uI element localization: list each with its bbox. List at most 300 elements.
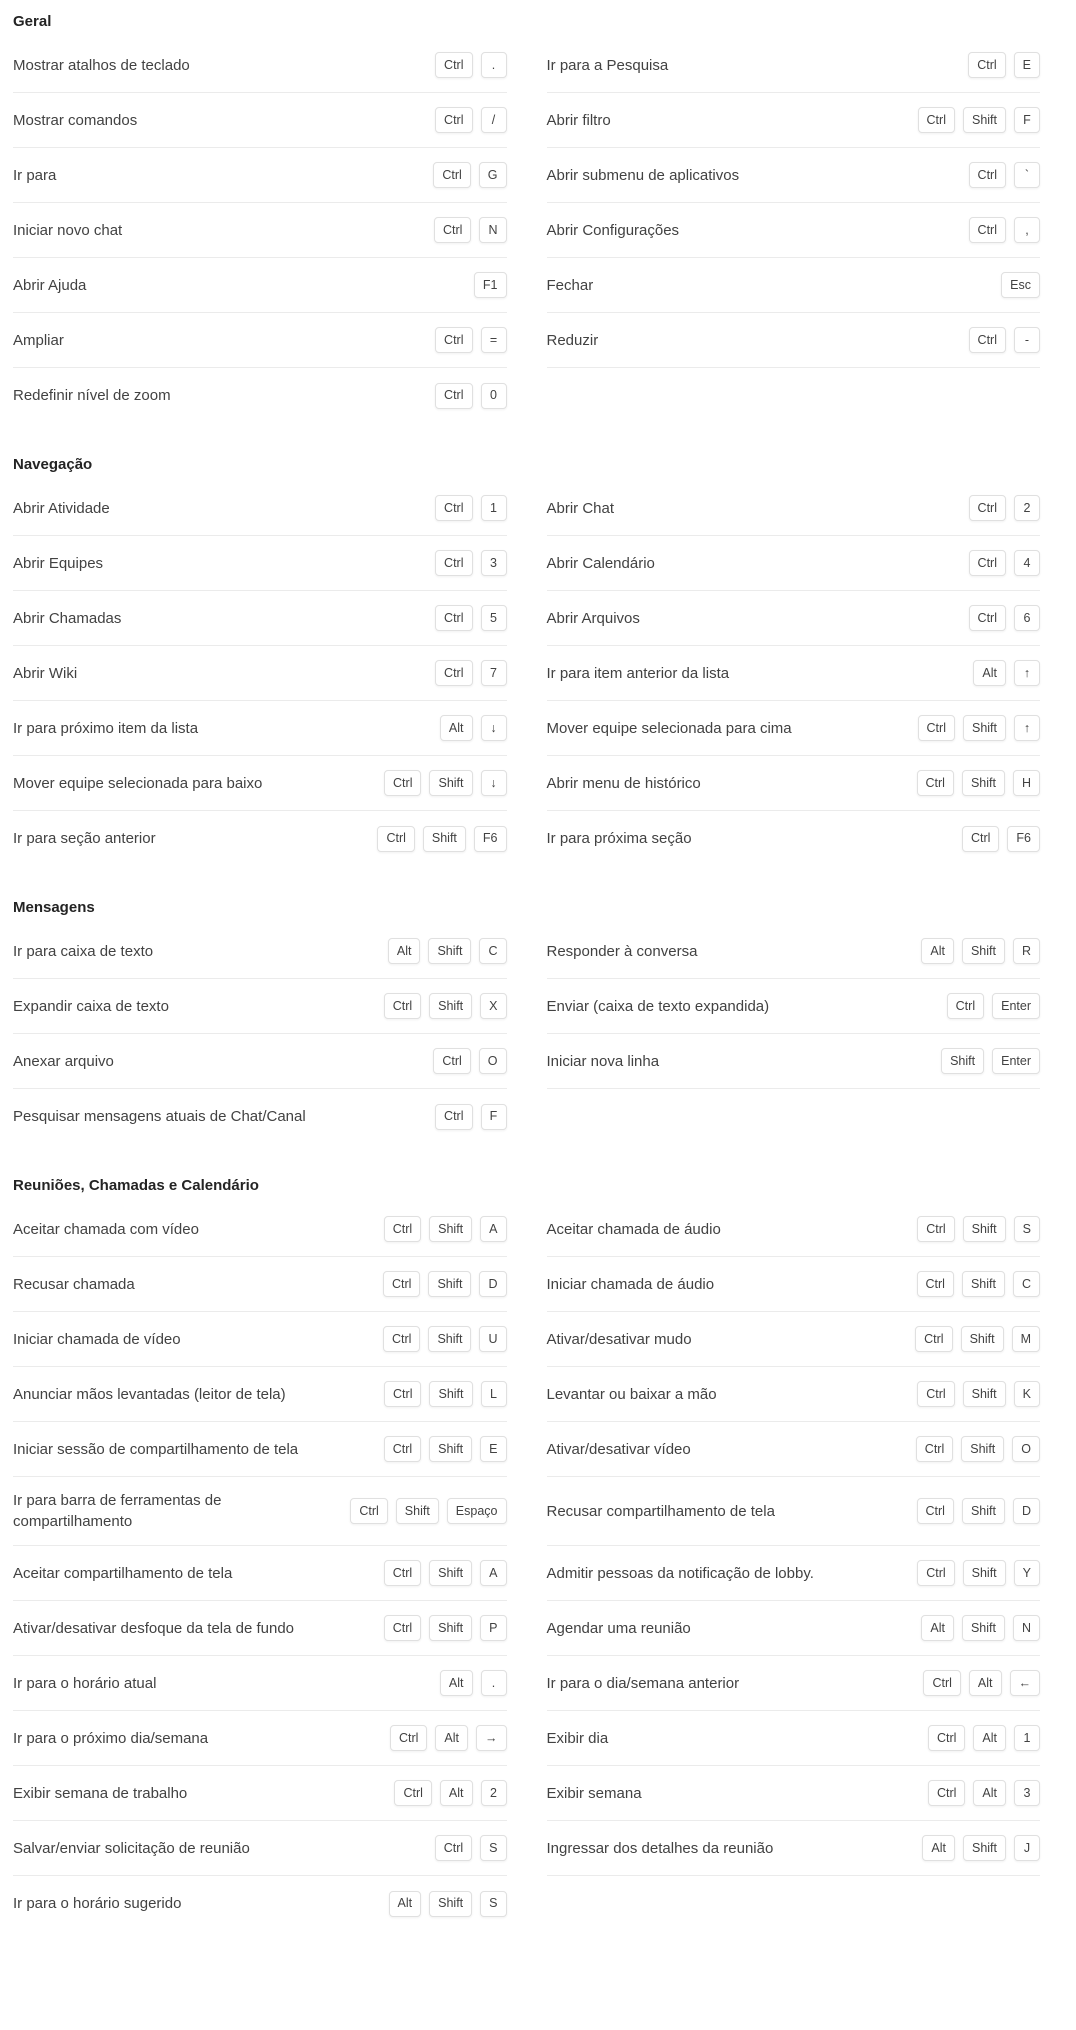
key-a: A: [480, 1560, 506, 1586]
key-ctrl: Ctrl: [435, 383, 472, 409]
shortcut-row: [13, 1312, 1040, 1367]
shortcut-cell: [13, 93, 507, 148]
shortcut-keys: [383, 1326, 507, 1352]
key-alt: Alt: [921, 1615, 954, 1641]
shortcut-row: [13, 93, 1040, 148]
shortcut-keys: [384, 1216, 507, 1242]
shortcut-row: [13, 1601, 1040, 1656]
shortcut-row: [13, 701, 1040, 756]
shortcut-label: Aceitar compartilhamento de tela: [13, 1564, 233, 1582]
key-shift: Shift: [396, 1498, 439, 1524]
key-ctrl: Ctrl: [350, 1498, 387, 1524]
shortcut-label: Iniciar nova linha: [546, 1052, 660, 1070]
shortcut-row: [13, 1477, 1040, 1546]
shortcut-label: Abrir Ajuda: [13, 276, 87, 294]
shortcut-cell: [547, 1656, 1041, 1711]
key-j: J: [1014, 1835, 1040, 1861]
key-alt: Alt: [922, 1835, 955, 1861]
shortcut-keys: [969, 327, 1040, 353]
shortcut-keys: [922, 1835, 1040, 1861]
key-s: S: [480, 1835, 506, 1861]
shortcut-row: [13, 536, 1040, 591]
shortcut-keys: [917, 1381, 1040, 1407]
key-5: 5: [481, 605, 507, 631]
shortcut-label: Pesquisar mensagens atuais de Chat/Canal: [13, 1108, 306, 1125]
shortcut-cell: [13, 481, 507, 536]
key-ctrl: Ctrl: [435, 550, 472, 576]
key-shift: Shift: [429, 1560, 472, 1586]
shortcut-label: Exibir dia: [546, 1729, 609, 1747]
shortcut-cell: [547, 203, 1041, 258]
key-arrow-down: ↓: [481, 715, 507, 741]
key-backtick: `: [1014, 162, 1040, 188]
shortcut-row: [13, 756, 1040, 811]
key-shift: Shift: [963, 107, 1006, 133]
key-slash: /: [481, 107, 507, 133]
key-n: N: [479, 217, 506, 243]
key-ctrl: Ctrl: [377, 826, 414, 852]
shortcut-cell: [13, 203, 507, 258]
shortcut-label: Redefinir nível de zoom: [13, 387, 171, 404]
shortcut-label: Ir para: [13, 166, 57, 184]
shortcut-cell: [13, 1711, 507, 1766]
shortcut-keys: [947, 993, 1040, 1019]
shortcut-cell: [547, 313, 1041, 368]
key-ctrl: Ctrl: [435, 327, 472, 353]
section-title: Mensagens: [13, 899, 95, 916]
shortcut-label: Recusar chamada: [13, 1275, 135, 1293]
shortcut-row: [13, 203, 1040, 258]
shortcut-cell: [13, 148, 507, 203]
shortcut-keys: [433, 162, 506, 188]
shortcut-label: Responder à conversa: [546, 942, 698, 960]
shortcut-keys: [969, 217, 1040, 243]
key-alt: Alt: [440, 715, 473, 741]
shortcut-label: Expandir caixa de texto: [13, 997, 169, 1015]
shortcut-cell: [547, 1034, 1041, 1089]
shortcut-label: Iniciar sessão de compartilhamento de tela: [13, 1440, 299, 1458]
shortcut-cell: [547, 38, 1041, 93]
key-ctrl: Ctrl: [435, 52, 472, 78]
key-ctrl: Ctrl: [969, 605, 1006, 631]
shortcut-label: Abrir filtro: [546, 111, 611, 129]
shortcut-cell: [13, 1766, 507, 1821]
key-alt: Alt: [389, 1891, 422, 1917]
shortcut-cell: [13, 258, 507, 313]
shortcut-section: [13, 12, 1040, 423]
shortcut-keys: [917, 770, 1041, 796]
key-espaco: Espaço: [447, 1498, 507, 1524]
shortcut-label: Abrir Atividade: [13, 499, 110, 517]
shortcut-cell: [13, 1367, 507, 1422]
key-shift: Shift: [429, 770, 472, 796]
key-ctrl: Ctrl: [394, 1780, 431, 1806]
shortcut-cell: [547, 591, 1041, 646]
shortcut-cell: [13, 701, 507, 756]
shortcut-keys: [384, 1560, 507, 1586]
shortcut-keys: [384, 1436, 507, 1462]
shortcut-label: Ir para próximo item da lista: [13, 719, 199, 737]
shortcut-keys: [928, 1780, 1040, 1806]
shortcut-keys: [917, 1216, 1040, 1242]
key-ctrl: Ctrl: [383, 1271, 420, 1297]
shortcut-label: Ir para seção anterior: [13, 830, 156, 847]
shortcut-cell: [13, 1821, 507, 1876]
key-d: D: [1013, 1498, 1040, 1524]
shortcut-keys: [917, 1560, 1040, 1586]
key-arrow-up: ↑: [1014, 660, 1040, 686]
key-ctrl: Ctrl: [390, 1725, 427, 1751]
key-alt: Alt: [973, 1725, 1006, 1751]
shortcut-label: Ir para o dia/semana anterior: [546, 1674, 740, 1692]
key-f6: F6: [474, 826, 507, 852]
key-shift: Shift: [962, 1615, 1005, 1641]
key-ctrl: Ctrl: [923, 1670, 960, 1696]
key-ctrl: Ctrl: [969, 495, 1006, 521]
shortcut-cell: [547, 1711, 1041, 1766]
shortcut-row: [13, 591, 1040, 646]
shortcut-cell: [547, 811, 1041, 866]
shortcut-keys: [968, 52, 1040, 78]
key-ctrl: Ctrl: [384, 993, 421, 1019]
shortcut-label: Fechar: [546, 276, 594, 294]
shortcut-row: [13, 1876, 1040, 1931]
shortcut-cell: [547, 756, 1041, 811]
key-alt: Alt: [435, 1725, 468, 1751]
key-period: .: [481, 52, 507, 78]
key-period: .: [481, 1670, 507, 1696]
shortcut-cell: [13, 1546, 507, 1601]
key-shift: Shift: [428, 1271, 471, 1297]
shortcut-label: Ir para o próximo dia/semana: [13, 1729, 209, 1747]
key-y: Y: [1014, 1560, 1040, 1586]
key-f1: F1: [474, 272, 507, 298]
key-ctrl: Ctrl: [947, 993, 984, 1019]
shortcut-label: Iniciar chamada de áudio: [546, 1275, 715, 1293]
key-enter: Enter: [992, 1048, 1040, 1074]
key-ctrl: Ctrl: [917, 1498, 954, 1524]
key-alt: Alt: [440, 1670, 473, 1696]
key-shift: Shift: [428, 938, 471, 964]
key-r: R: [1013, 938, 1040, 964]
section-title: Reuniões, Chamadas e Calendário: [13, 1177, 259, 1194]
key-ctrl: Ctrl: [969, 217, 1006, 243]
shortcut-keys: [435, 1104, 506, 1130]
key-shift: Shift: [963, 1560, 1006, 1586]
key-ctrl: Ctrl: [917, 770, 954, 796]
shortcut-cell: [547, 1766, 1041, 1821]
key-3: 3: [1014, 1780, 1040, 1806]
key-1: 1: [481, 495, 507, 521]
shortcut-label: Abrir Chamadas: [13, 609, 122, 627]
shortcut-keys: [388, 938, 507, 964]
section-title: Navegação: [13, 456, 93, 473]
shortcut-keys: [384, 1381, 506, 1407]
shortcut-label: Aceitar chamada com vídeo: [13, 1220, 199, 1238]
shortcut-label: Ir para item anterior da lista: [546, 664, 730, 682]
shortcut-label: Ativar/desativar vídeo: [546, 1440, 691, 1458]
shortcut-keys: [969, 550, 1040, 576]
shortcut-cell: [13, 646, 507, 701]
shortcut-label: Reduzir: [546, 331, 599, 349]
shortcut-label: Abrir Configurações: [546, 221, 680, 239]
shortcut-row: [13, 481, 1040, 536]
shortcut-label: Ir para o horário sugerido: [13, 1895, 182, 1912]
key-ctrl: Ctrl: [917, 1271, 954, 1297]
shortcut-cell: [13, 924, 507, 979]
empty-cell: [547, 1876, 1041, 1931]
shortcut-keys: [384, 770, 506, 796]
key-s: S: [1014, 1216, 1040, 1242]
key-m: M: [1012, 1326, 1040, 1352]
shortcut-keys: [435, 550, 506, 576]
shortcut-keys: [377, 826, 506, 852]
shortcut-keys: [384, 993, 507, 1019]
shortcut-section: [13, 1176, 1040, 1931]
shortcut-keys: [389, 1891, 507, 1917]
shortcut-cell: [13, 1422, 507, 1477]
shortcut-keys: [915, 1326, 1040, 1352]
shortcut-row: [13, 1367, 1040, 1422]
shortcut-label: Levantar ou baixar a mão: [546, 1385, 717, 1403]
key-shift: Shift: [429, 1436, 472, 1462]
key-alt: Alt: [973, 1780, 1006, 1806]
key-ctrl: Ctrl: [435, 605, 472, 631]
key-ctrl: Ctrl: [384, 1436, 421, 1462]
shortcut-row: [13, 924, 1040, 979]
shortcut-label: Ir para próxima seção: [546, 830, 692, 847]
shortcut-label: Ir para barra de ferramentas de compartilhamento: [13, 1492, 222, 1530]
shortcut-cell: [547, 536, 1041, 591]
shortcut-label: Ativar/desativar desfoque da tela de fundo: [13, 1619, 295, 1637]
shortcut-label: Exibir semana: [546, 1784, 642, 1802]
shortcut-keys: [969, 162, 1040, 188]
key-shift: Shift: [941, 1048, 984, 1074]
shortcut-label: Admitir pessoas da notificação de lobby.: [546, 1564, 814, 1582]
key-ctrl: Ctrl: [918, 107, 955, 133]
shortcut-cell: [547, 979, 1041, 1034]
key-4: 4: [1014, 550, 1040, 576]
key-ctrl: Ctrl: [435, 1835, 472, 1861]
shortcut-keys: [435, 1835, 507, 1861]
key-ctrl: Ctrl: [917, 1216, 954, 1242]
shortcut-row: [13, 368, 1040, 423]
shortcut-row: [13, 811, 1040, 866]
shortcut-keys: [433, 1048, 506, 1074]
key-ctrl: Ctrl: [969, 162, 1006, 188]
key-enter: Enter: [992, 993, 1040, 1019]
shortcut-cell: [547, 1821, 1041, 1876]
shortcut-cell: [547, 1601, 1041, 1656]
key-shift: Shift: [962, 1498, 1005, 1524]
key-2: 2: [481, 1780, 507, 1806]
shortcut-row: [13, 1546, 1040, 1601]
key-shift: Shift: [429, 1891, 472, 1917]
shortcut-label: Mover equipe selecionada para cima: [546, 719, 792, 737]
shortcut-label: Abrir Arquivos: [546, 609, 640, 627]
shortcut-label: Enviar (caixa de texto expandida): [546, 997, 770, 1015]
shortcut-keys: [918, 107, 1040, 133]
shortcut-keys: [435, 383, 506, 409]
shortcut-keys: [435, 605, 506, 631]
key-2: 2: [1014, 495, 1040, 521]
key-f: F: [1014, 107, 1040, 133]
key-n: N: [1013, 1615, 1040, 1641]
shortcut-keys: [435, 660, 506, 686]
shortcut-label: Ingressar dos detalhes da reunião: [546, 1839, 774, 1857]
key-ctrl: Ctrl: [928, 1780, 965, 1806]
shortcut-keys: [1001, 272, 1040, 298]
shortcut-cell: [13, 756, 507, 811]
shortcut-label: Mostrar comandos: [13, 111, 138, 129]
key-0: 0: [481, 383, 507, 409]
key-alt: Alt: [921, 938, 954, 964]
key-6: 6: [1014, 605, 1040, 631]
shortcut-section: [13, 898, 1040, 1144]
shortcut-label: Aceitar chamada de áudio: [546, 1220, 721, 1238]
shortcut-cell: [547, 1257, 1041, 1312]
key-equals: =: [481, 327, 507, 353]
key-k: K: [1014, 1381, 1040, 1407]
shortcut-cell: [547, 148, 1041, 203]
shortcut-cell: [13, 1034, 507, 1089]
shortcut-keys: [928, 1725, 1040, 1751]
key-arrow-left: ←: [1010, 1670, 1041, 1696]
key-e: E: [480, 1436, 506, 1462]
key-x: X: [480, 993, 506, 1019]
shortcut-cell: [13, 1876, 507, 1931]
key-alt: Alt: [969, 1670, 1002, 1696]
key-o: O: [1012, 1436, 1040, 1462]
key-h: H: [1013, 770, 1040, 796]
shortcut-row: [13, 1711, 1040, 1766]
shortcut-cell: [13, 1257, 507, 1312]
shortcut-keys: [917, 1271, 1041, 1297]
shortcut-cell: [547, 924, 1041, 979]
key-ctrl: Ctrl: [384, 770, 421, 796]
shortcut-cell: [547, 1312, 1041, 1367]
shortcut-keys: [435, 495, 506, 521]
shortcut-keys: [973, 660, 1040, 686]
shortcut-row: [13, 1089, 1040, 1144]
shortcut-label: Ir para a Pesquisa: [546, 56, 669, 74]
key-shift: Shift: [962, 938, 1005, 964]
shortcut-keys: [390, 1725, 507, 1751]
key-ctrl: Ctrl: [434, 217, 471, 243]
shortcut-row: [13, 38, 1040, 93]
shortcut-keys: [435, 52, 506, 78]
shortcut-row: [13, 1821, 1040, 1876]
shortcut-cell: [13, 1202, 507, 1257]
key-comma: ,: [1014, 217, 1040, 243]
key-shift: Shift: [962, 1271, 1005, 1297]
shortcut-cell: [13, 38, 507, 93]
key-d: D: [479, 1271, 506, 1297]
shortcut-section: [13, 455, 1040, 866]
shortcut-cell: [547, 646, 1041, 701]
shortcut-cell: [13, 313, 507, 368]
shortcut-keys: [916, 1436, 1040, 1462]
shortcut-keys: [440, 1670, 507, 1696]
shortcut-label: Abrir Chat: [546, 499, 615, 517]
shortcut-cell: [13, 1477, 507, 1546]
key-ctrl: Ctrl: [433, 1048, 470, 1074]
shortcut-label: Iniciar novo chat: [13, 221, 123, 239]
shortcut-keys: [923, 1670, 1040, 1696]
key-a: A: [480, 1216, 506, 1242]
key-shift: Shift: [963, 1216, 1006, 1242]
shortcut-cell: [13, 591, 507, 646]
shortcut-label: Salvar/enviar solicitação de reunião: [13, 1839, 250, 1857]
key-shift: Shift: [963, 1381, 1006, 1407]
key-esc: Esc: [1001, 272, 1040, 298]
shortcut-row: [13, 1034, 1040, 1089]
shortcut-label: Abrir Wiki: [13, 664, 78, 682]
shortcut-cell: [13, 811, 507, 866]
shortcut-label: Abrir menu de histórico: [546, 774, 701, 792]
shortcut-keys: [435, 327, 506, 353]
shortcut-cell: [13, 368, 507, 423]
shortcut-keys: [921, 1615, 1040, 1641]
key-alt: Alt: [440, 1780, 473, 1806]
shortcut-cell: [547, 1546, 1041, 1601]
shortcut-keys: [969, 605, 1040, 631]
shortcut-keys: [962, 826, 1040, 852]
shortcut-label: Ir para o horário atual: [13, 1674, 157, 1692]
key-arrow-down: ↓: [481, 770, 507, 796]
key-f: F: [481, 1104, 507, 1130]
shortcut-keys: [384, 1615, 507, 1641]
key-c: C: [1013, 1271, 1040, 1297]
shortcut-row: [13, 313, 1040, 368]
shortcut-keys: [918, 715, 1040, 741]
key-shift: Shift: [428, 1326, 471, 1352]
key-ctrl: Ctrl: [435, 495, 472, 521]
shortcut-row: [13, 148, 1040, 203]
shortcut-row: [13, 979, 1040, 1034]
key-ctrl: Ctrl: [915, 1326, 952, 1352]
shortcut-keys: [350, 1498, 506, 1524]
shortcut-cell: [13, 1601, 507, 1656]
empty-cell: [547, 1089, 1041, 1144]
key-o: O: [479, 1048, 507, 1074]
shortcut-cell: [13, 1656, 507, 1711]
key-ctrl: Ctrl: [384, 1381, 421, 1407]
key-s: S: [480, 1891, 506, 1917]
shortcut-label: Mostrar atalhos de teclado: [13, 56, 190, 74]
shortcut-label: Exibir semana de trabalho: [13, 1784, 188, 1802]
shortcut-keys: [474, 272, 507, 298]
key-shift: Shift: [423, 826, 466, 852]
key-ctrl: Ctrl: [916, 1436, 953, 1462]
shortcut-row: [13, 1422, 1040, 1477]
shortcut-cell: [547, 701, 1041, 756]
shortcut-row: [13, 1257, 1040, 1312]
key-alt: Alt: [388, 938, 421, 964]
key-u: U: [479, 1326, 506, 1352]
empty-cell: [547, 368, 1041, 423]
shortcut-row: [13, 646, 1040, 701]
shortcut-keys: [941, 1048, 1040, 1074]
shortcut-cell: [547, 93, 1041, 148]
shortcut-cell: [547, 1477, 1041, 1546]
key-minus: -: [1014, 327, 1040, 353]
key-ctrl: Ctrl: [435, 107, 472, 133]
key-shift: Shift: [429, 1216, 472, 1242]
key-ctrl: Ctrl: [917, 1560, 954, 1586]
key-ctrl: Ctrl: [928, 1725, 965, 1751]
key-ctrl: Ctrl: [435, 660, 472, 686]
